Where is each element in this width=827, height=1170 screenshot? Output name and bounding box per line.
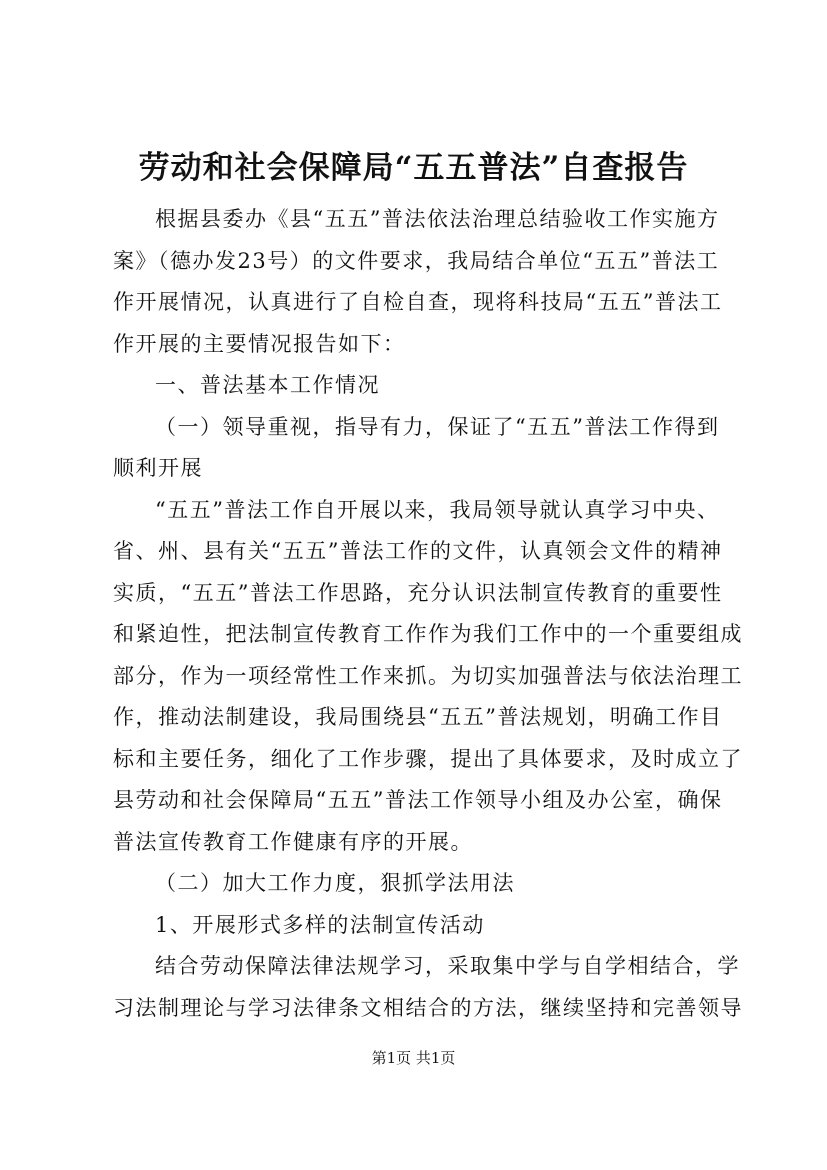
page-footer: 第1页 共1页	[371, 1049, 456, 1067]
paragraph-line: 作开展情况，认真进行了自检自查，现将科技局“五五”普法工	[113, 290, 723, 314]
paragraph-line: 案》（德办发23号）的文件要求，我局结合单位“五五”普法工	[113, 248, 720, 273]
paragraph-line: 县劳动和社会保障局“五五”普法工作领导小组及办公室，确保	[113, 788, 723, 812]
paragraph-line: 作，推动法制建设，我局围绕县“五五”普法规划，明确工作目	[113, 705, 723, 729]
paragraph-line: 和紧迫性，把法制宣传教育工作作为我们工作中的一个重要组成	[113, 622, 743, 646]
document-body	[113, 199, 743, 1029]
paragraph-line: 标和主要任务，细化了工作步骤，提出了具体要求，及时成立了	[113, 746, 743, 771]
paragraph-line: 实质，“五五”普法工作思路，充分认识法制宣传教育的重要性	[113, 580, 723, 605]
paragraph-line: 普法宣传教育工作健康有序的开展。	[113, 829, 473, 854]
subsection-heading: （二）加大工作力度，狠抓学法用法	[155, 871, 515, 895]
item-heading: 1、开展形式多样的法制宣传活动	[155, 912, 485, 937]
subsection-heading-continued: 顺利开展	[113, 456, 203, 480]
document-title: 劳动和社会保障局“五五普法”自查报告	[138, 150, 689, 186]
subsection-heading: （一）领导重视，指导有力，保证了“五五”普法工作得到	[155, 414, 720, 439]
paragraph-line: 习法制理论与学习法律条文相结合的方法，继续坚持和完善领导	[113, 995, 743, 1020]
paragraph-line: 部分，作为一项经常性工作来抓。为切实加强普法与依法治理工	[113, 663, 743, 688]
paragraph-line: “五五”普法工作自开展以来，我局领导就认真学习中央、	[155, 497, 720, 522]
paragraph-line: 根据县委办《县“五五”普法依法治理总结验收工作实施方	[155, 207, 720, 231]
section-heading: 一、普法基本工作情况	[155, 373, 380, 397]
paragraph-line: 结合劳动保障法律法规学习，采取集中学与自学相结合，学	[155, 954, 740, 978]
paragraph-line: 作开展的主要情况报告如下：	[113, 331, 406, 356]
paragraph-line: 省、州、县有关“五五”普法工作的文件，认真领会文件的精神	[113, 539, 723, 563]
